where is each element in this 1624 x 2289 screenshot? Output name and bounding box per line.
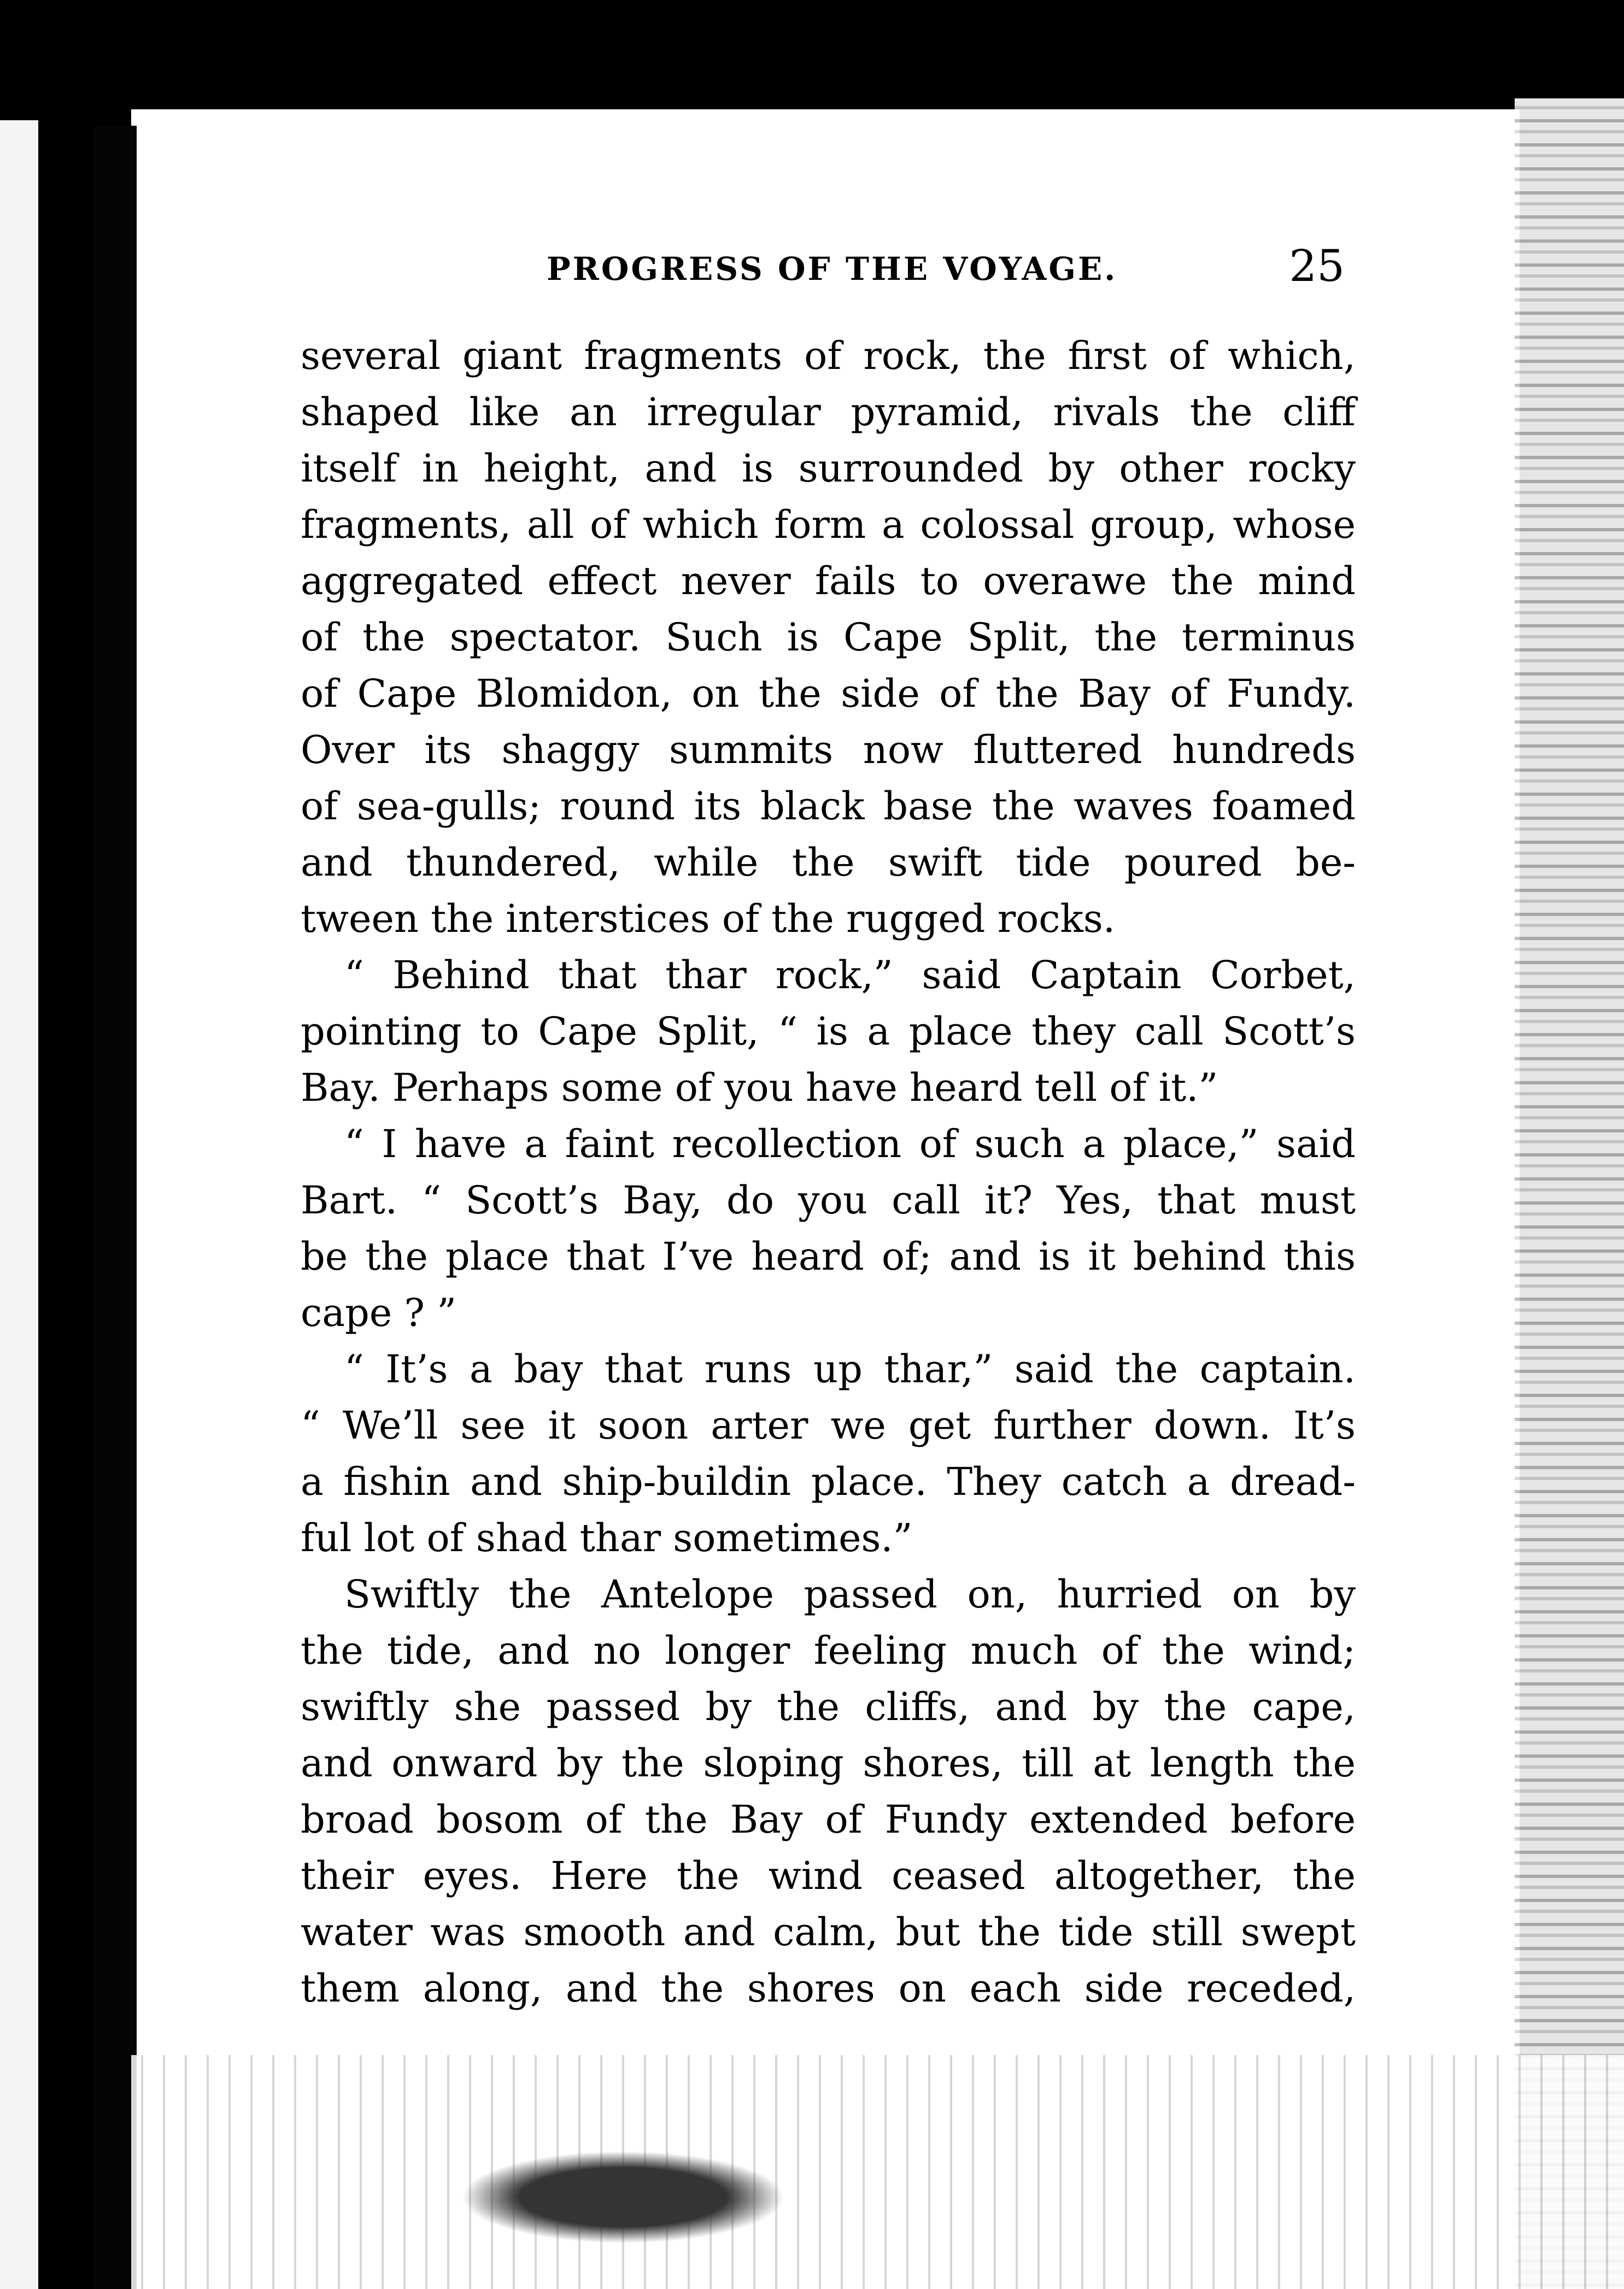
text-line: swiftly she passed by the cliffs, and by the cape, xyxy=(301,1685,1356,1729)
text-line: of Cape Blomidon, on the side of the Bay of Fundy. xyxy=(301,671,1356,716)
body-text xyxy=(301,328,1356,2017)
book-gutter-shadow xyxy=(93,126,137,2289)
text-line: itself in height, and is surrounded by other rocky xyxy=(301,446,1356,491)
bottom-scan-noise xyxy=(131,2055,1624,2289)
text-line: their eyes. Here the wind ceased altogether, the xyxy=(301,1853,1356,1898)
text-line: pointing to Cape Split, “ is a place they call Scott’s xyxy=(301,1009,1356,1054)
text-line: and thundered, while the swift tide poured be- xyxy=(301,840,1356,885)
running-title: PROGRESS OF THE VOYAGE. xyxy=(547,250,1118,287)
text-line: water was smooth and calm, but the tide still swept xyxy=(301,1910,1356,1955)
text-line: a fishin and ship-buildin place. They catch a dread- xyxy=(301,1459,1356,1504)
text-line: broad bosom of the Bay of Fundy extended before xyxy=(301,1797,1356,1842)
text-line: be the place that I’ve heard of; and is it behind this xyxy=(301,1234,1356,1279)
text-line: fragments, all of which form a colossal group, whose xyxy=(301,502,1356,547)
text-line: ful lot of shad thar sometimes.” xyxy=(301,1516,913,1560)
text-line: tween the interstices of the rugged rocks. xyxy=(301,896,1116,941)
text-line: Over its shaggy summits now fluttered hundreds xyxy=(301,727,1356,772)
text-line: Swiftly the Antelope passed on, hurried on by xyxy=(344,1572,1356,1617)
text-line: aggregated effect never fails to overawe the mind xyxy=(301,559,1356,603)
text-line: and onward by the sloping shores, till at length the xyxy=(301,1741,1356,1786)
text-line: of the spectator. Such is Cape Split, the terminus xyxy=(301,615,1356,660)
text-line: Bart. “ Scott’s Bay, do you call it? Yes, that must xyxy=(301,1178,1356,1223)
page-header xyxy=(547,240,1345,290)
text-line: “ We’ll see it soon arter we get further down. It’s xyxy=(301,1403,1356,1448)
text-line: “ Behind that thar rock,” said Captain Corbet, xyxy=(344,953,1356,997)
page-edge-noise xyxy=(1515,98,1624,2289)
text-line: of sea-gulls; round its black base the waves foamed xyxy=(301,784,1356,829)
text-line: “ I have a faint recollection of such a place,” said xyxy=(344,1122,1356,1166)
text-line: them along, and the shores on each side receded, xyxy=(301,1966,1356,2011)
text-line: the tide, and no longer feeling much of the wind; xyxy=(301,1628,1356,1673)
text-line: shaped like an irregular pyramid, rivals the cliff xyxy=(301,390,1356,435)
text-line: cape ? ” xyxy=(301,1290,456,1335)
text-line: several giant fragments of rock, the first of which, xyxy=(301,333,1356,378)
page-number: 25 xyxy=(1289,240,1345,291)
book-spine-edge xyxy=(0,120,38,2289)
text-line: “ It’s a bay that runs up thar,” said the captain. xyxy=(344,1347,1356,1392)
text-line: Bay. Perhaps some of you have heard tell of it.” xyxy=(301,1065,1218,1110)
